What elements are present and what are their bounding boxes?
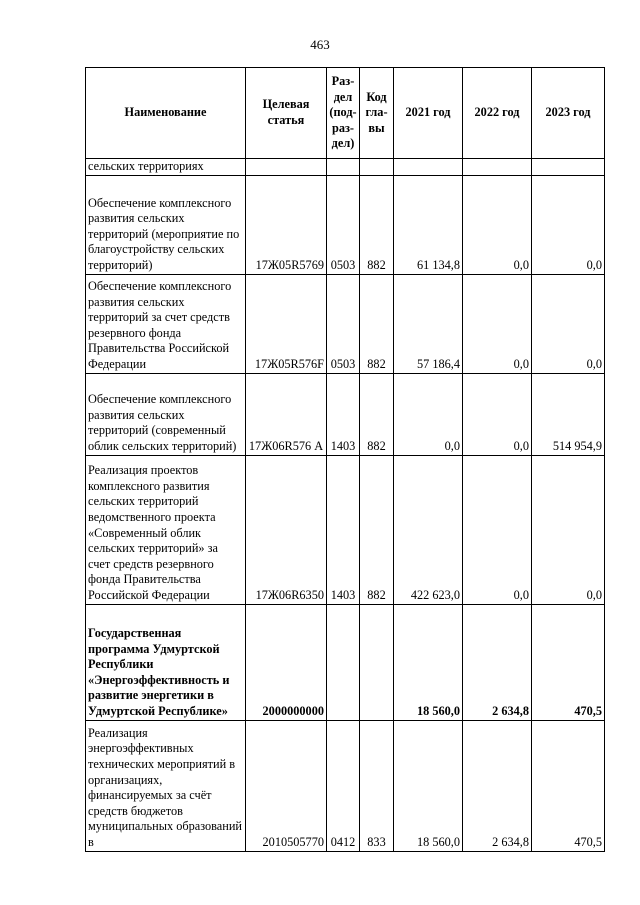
row-value-2021: 0,0 <box>394 373 463 455</box>
row-value-2021 <box>394 159 463 176</box>
row-value-2021: 18 560,0 <box>394 720 463 851</box>
row-name: Государственная программа Удмуртской Республики «Энергоэффективность и развитие энергетики в Удмуртской Республике» <box>86 604 246 720</box>
row-chapter-code: 882 <box>360 274 394 373</box>
table-row-program <box>86 604 605 720</box>
row-value-2023: 0,0 <box>532 274 605 373</box>
budget-table <box>85 67 605 852</box>
row-value-2022: 2 634,8 <box>463 720 532 851</box>
row-target-article <box>246 159 327 176</box>
row-chapter-code: 882 <box>360 455 394 604</box>
row-value-2023: 470,5 <box>532 604 605 720</box>
row-value-2023: 0,0 <box>532 175 605 274</box>
row-section: 0503 <box>327 274 360 373</box>
row-target-article: 2010505770 <box>246 720 327 851</box>
table-row <box>86 720 605 851</box>
row-name: сельских территориях <box>86 159 246 176</box>
row-value-2022: 2 634,8 <box>463 604 532 720</box>
row-name: Реализация проектов комплексного развития сельских территорий ведомственного проекта «Современный облик сельских территорий» за счет средств резервного фонда Правительства Российской Федерации <box>86 455 246 604</box>
row-value-2022: 0,0 <box>463 373 532 455</box>
row-value-2023 <box>532 159 605 176</box>
header-2023: 2023 год <box>532 68 605 159</box>
table-row <box>86 175 605 274</box>
row-value-2022 <box>463 159 532 176</box>
row-value-2022: 0,0 <box>463 455 532 604</box>
header-chapter-code: Код гла-вы <box>360 68 394 159</box>
header-2022: 2022 год <box>463 68 532 159</box>
row-value-2023: 514 954,9 <box>532 373 605 455</box>
header-target-article: Целевая статья <box>246 68 327 159</box>
row-value-2021: 422 623,0 <box>394 455 463 604</box>
table-row <box>86 159 605 176</box>
row-value-2021: 57 186,4 <box>394 274 463 373</box>
row-chapter-code <box>360 604 394 720</box>
row-value-2021: 18 560,0 <box>394 604 463 720</box>
row-section: 0412 <box>327 720 360 851</box>
row-name: Реализация энергоэффективных технических мероприятий в организациях, финансируемых за счёт средств бюджетов муниципальных образований в <box>86 720 246 851</box>
row-name: Обеспечение комплексного развития сельских территорий за счет средств резервного фонда Правительства Российской Федерации <box>86 274 246 373</box>
row-section <box>327 159 360 176</box>
row-section <box>327 604 360 720</box>
row-target-article: 17Ж06R6350 <box>246 455 327 604</box>
row-value-2022: 0,0 <box>463 175 532 274</box>
row-name: Обеспечение комплексного развития сельских территорий (мероприятие по благоустройству сельских территорий) <box>86 175 246 274</box>
row-name: Обеспечение комплексного развития сельских территорий (современный облик сельских территорий) <box>86 373 246 455</box>
row-value-2023: 470,5 <box>532 720 605 851</box>
header-2021: 2021 год <box>394 68 463 159</box>
row-chapter-code: 882 <box>360 373 394 455</box>
table-row <box>86 455 605 604</box>
header-section: Раз-дел (под-раз-дел) <box>327 68 360 159</box>
row-value-2022: 0,0 <box>463 274 532 373</box>
row-value-2021: 61 134,8 <box>394 175 463 274</box>
row-target-article: 2000000000 <box>246 604 327 720</box>
row-section: 0503 <box>327 175 360 274</box>
header-name: Наименование <box>86 68 246 159</box>
header-row <box>86 68 605 159</box>
row-target-article: 17Ж06R576 А <box>246 373 327 455</box>
row-section: 1403 <box>327 455 360 604</box>
row-chapter-code: 833 <box>360 720 394 851</box>
row-value-2023: 0,0 <box>532 455 605 604</box>
table-row <box>86 274 605 373</box>
row-target-article: 17Ж05R5769 <box>246 175 327 274</box>
row-section: 1403 <box>327 373 360 455</box>
row-chapter-code: 882 <box>360 175 394 274</box>
row-chapter-code <box>360 159 394 176</box>
row-target-article: 17Ж05R576F <box>246 274 327 373</box>
page-number: 463 <box>310 37 330 52</box>
table-row <box>86 373 605 455</box>
